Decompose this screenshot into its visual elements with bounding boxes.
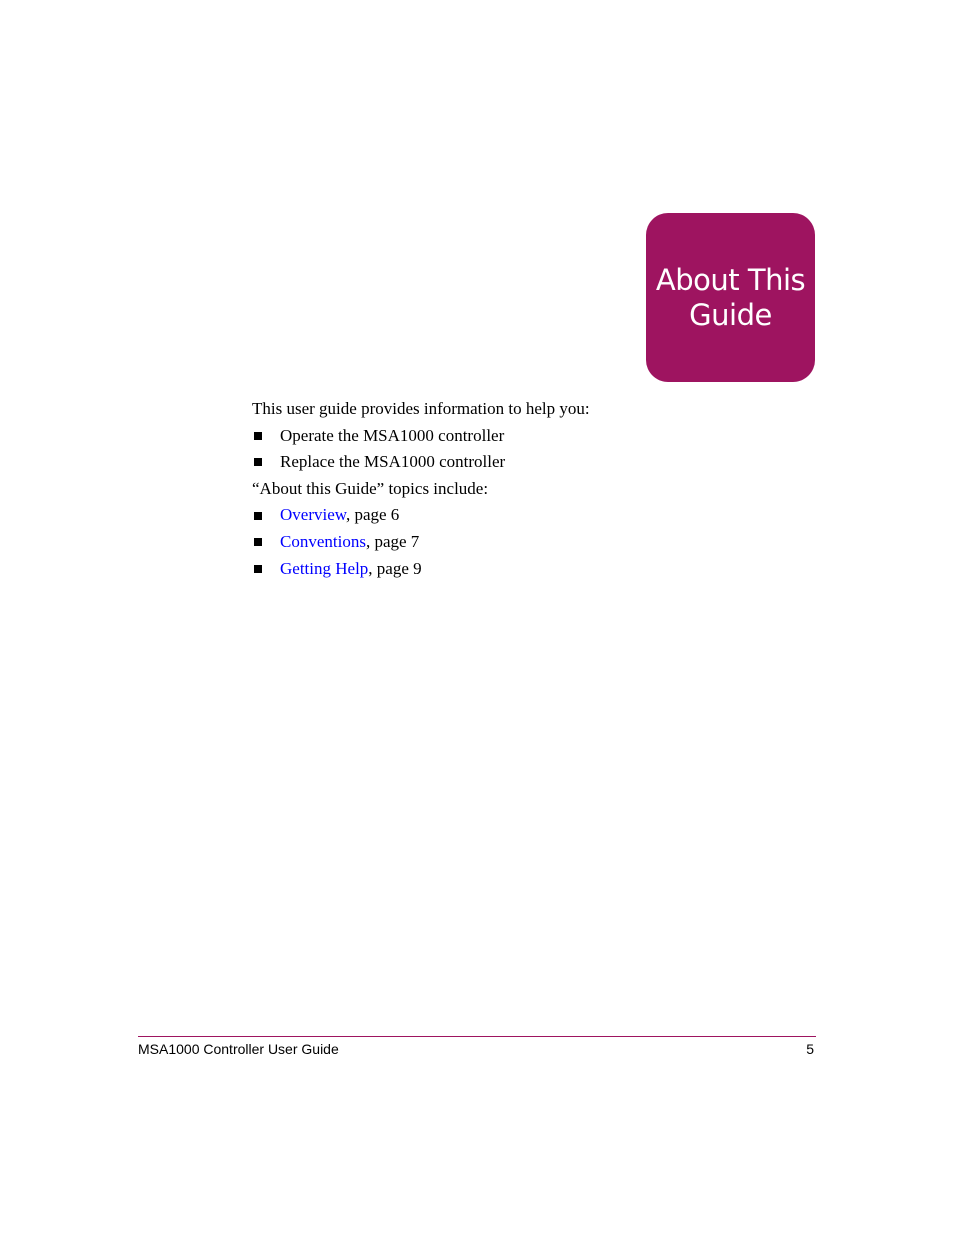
body-text: [252, 396, 812, 582]
topic-page-ref: , page 9: [368, 558, 422, 578]
chapter-tab: [646, 213, 815, 382]
topics-intro: “About this Guide” topics include:: [252, 478, 489, 498]
square-bullet-icon: [254, 538, 262, 546]
page-number: 5: [806, 1041, 814, 1057]
topic-item: [252, 556, 812, 583]
purpose-item: [252, 449, 812, 476]
topic-item: [252, 502, 812, 529]
topic-item: [252, 529, 812, 556]
purpose-item: [252, 423, 812, 450]
square-bullet-icon: [254, 458, 262, 466]
topic-page-ref: , page 7: [365, 531, 420, 551]
footer-rule: [138, 1036, 816, 1037]
topic-link-overview[interactable]: Overview: [280, 505, 346, 525]
purpose-text: Operate the MSA1000 controller: [280, 425, 505, 445]
square-bullet-icon: [254, 432, 262, 440]
purpose-text: Replace the MSA1000 controller: [280, 452, 506, 472]
intro-paragraph: This user guide provides information to help you:: [252, 399, 590, 418]
square-bullet-icon: [254, 565, 262, 573]
square-bullet-icon: [254, 512, 262, 520]
chapter-title-line1: About This: [655, 262, 806, 297]
footer-title: MSA1000 Controller User Guide: [138, 1041, 339, 1057]
topic-link-conventions[interactable]: Conventions: [280, 531, 366, 551]
chapter-title: [656, 263, 806, 333]
topic-page-ref: , page 6: [345, 505, 400, 525]
topic-link-getting-help[interactable]: Getting Help: [280, 558, 369, 578]
chapter-title-line2: Guide: [689, 297, 772, 332]
